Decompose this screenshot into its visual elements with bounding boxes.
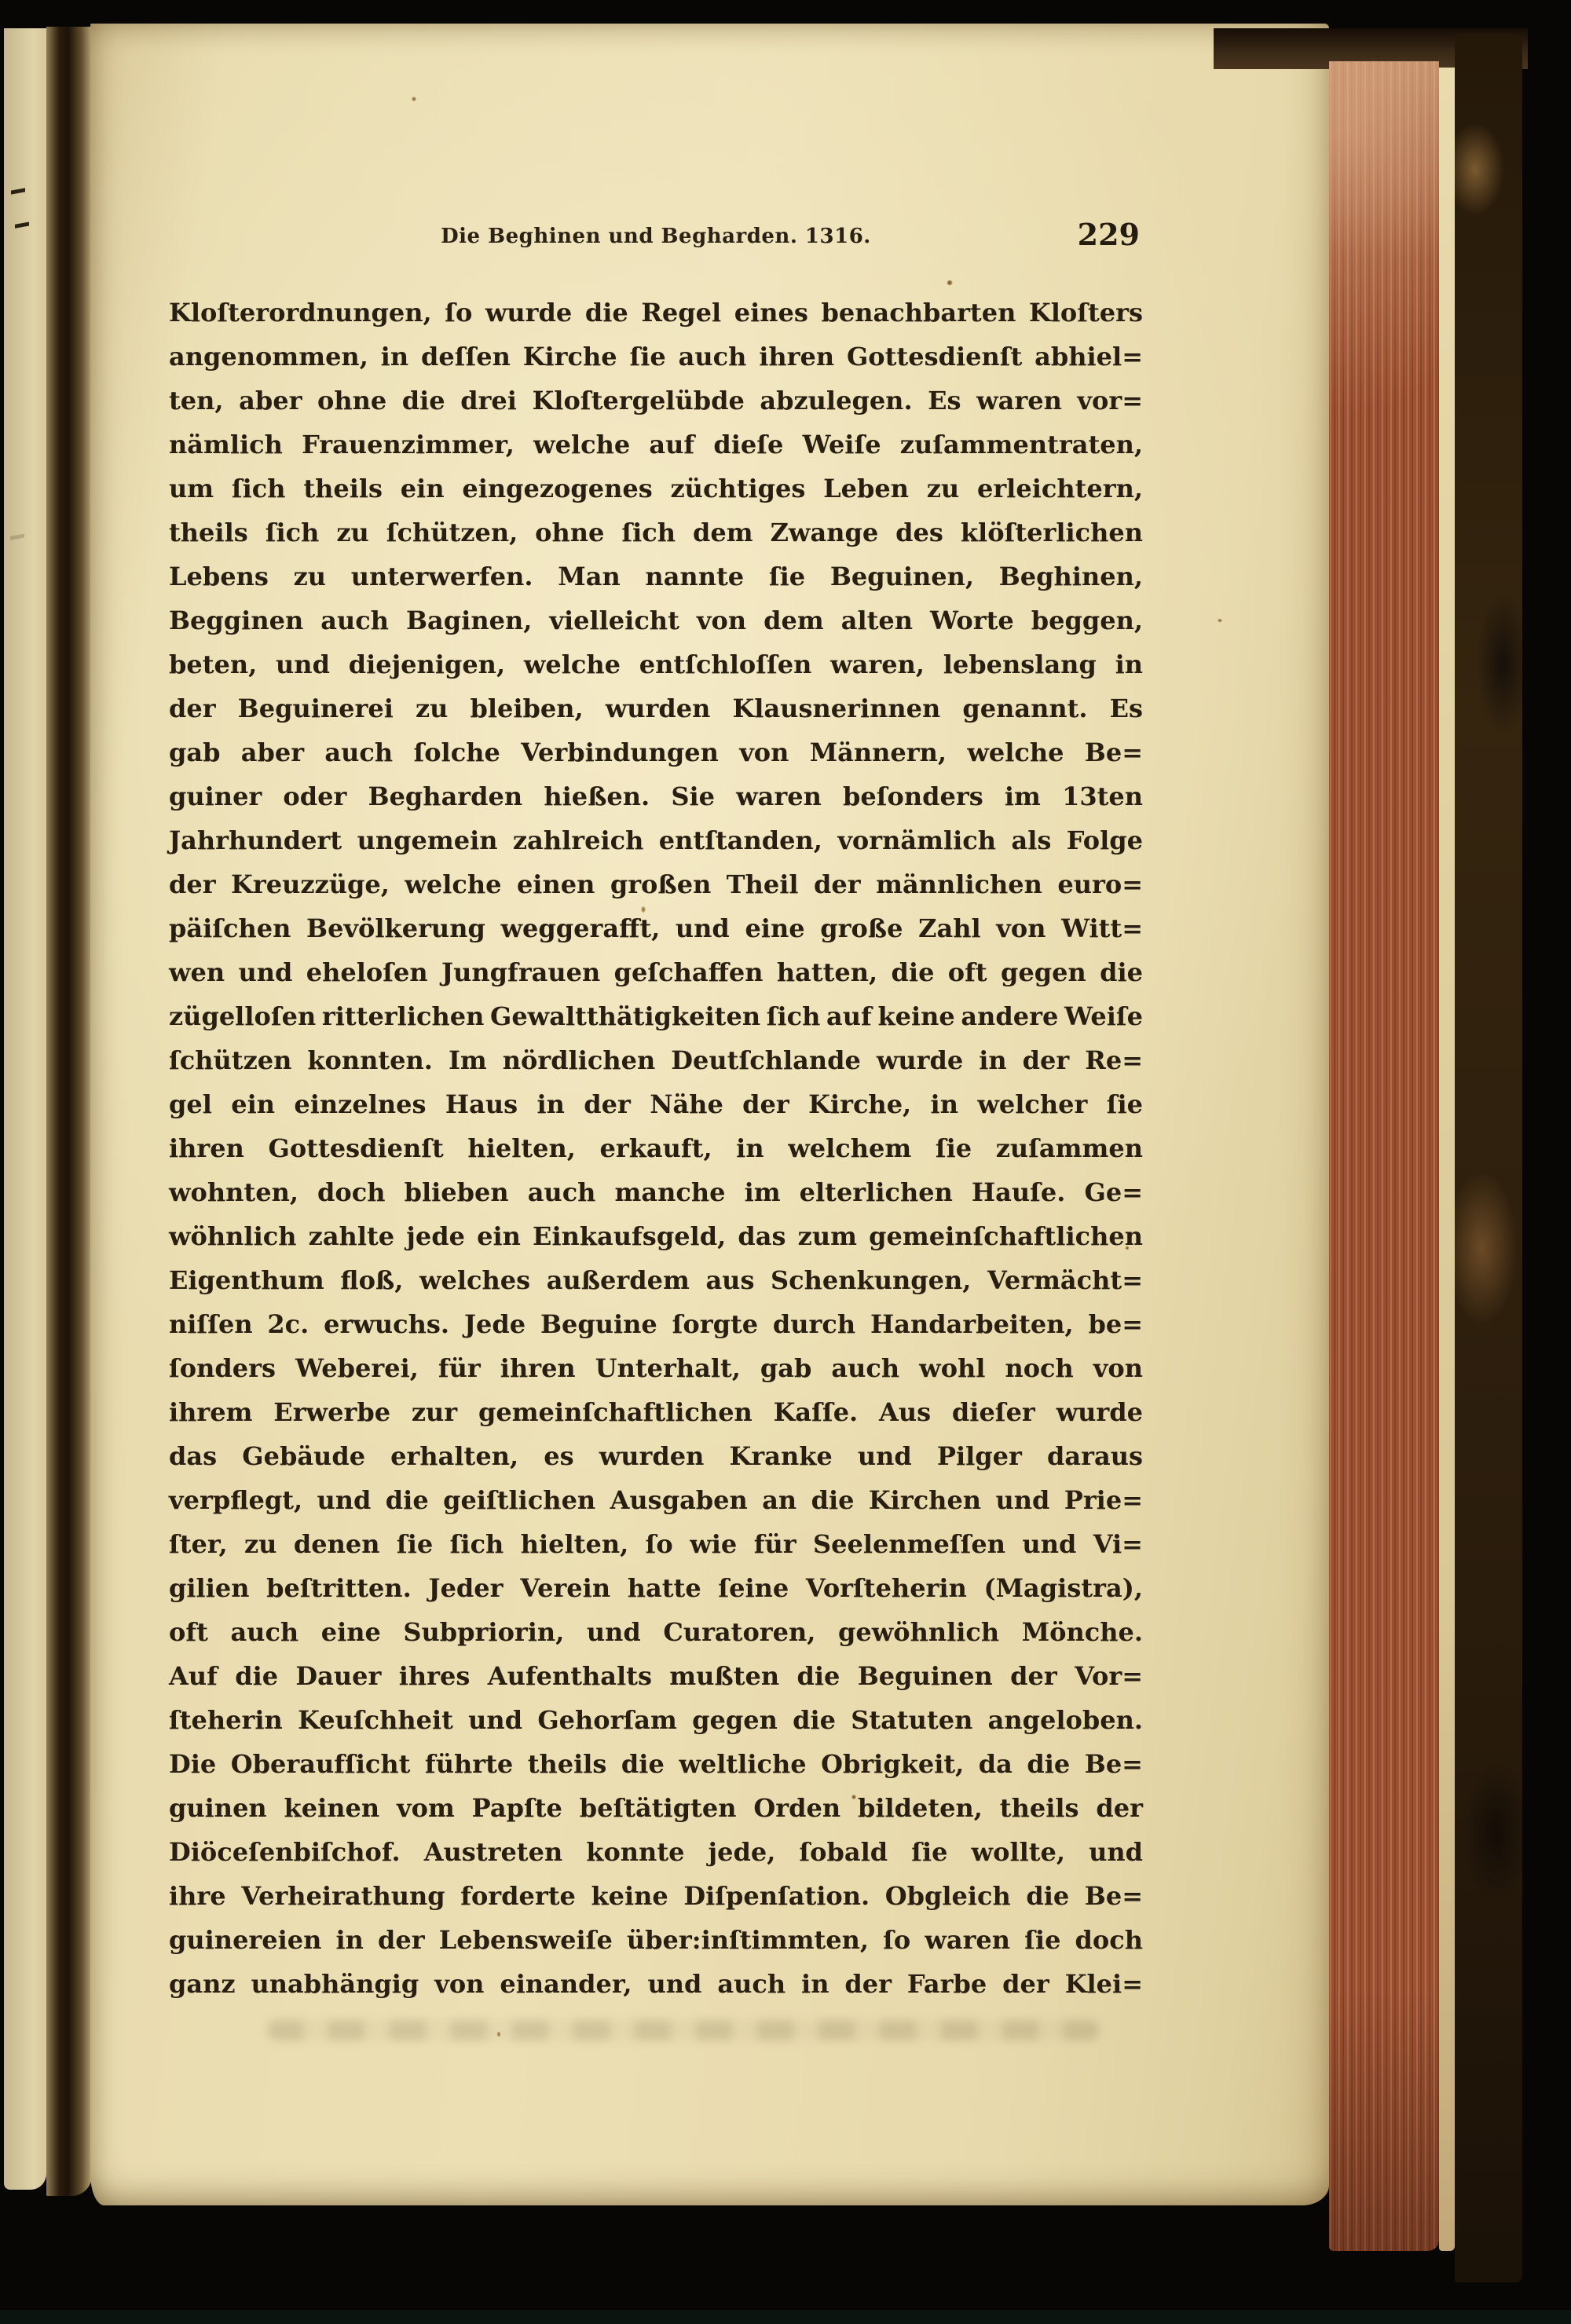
text-line: Auf die Dauer ihres Aufenthalts mußten die Beguinen der Vor=	[169, 1661, 1143, 1691]
text-line: Diöceſenbiſchof. Austreten konnte jede, ſobald ſie wollte, und	[169, 1837, 1143, 1867]
page-edge-marks	[11, 188, 25, 194]
text-line: ihre Verheirathung forderte keine Diſpenſation. Obgleich die Be=	[169, 1881, 1143, 1911]
gutter-shadow	[46, 27, 92, 2196]
text-line: der Beguinerei zu bleiben, wurden Klausnerinnen genannt. Es	[169, 694, 1143, 723]
text-line: Eigenthum floß, welches außerdem aus Schenkungen, Vermächt=	[169, 1265, 1143, 1295]
text-line: ihrem Erwerbe zur gemeinſchaftlichen Kaſſe. Aus dieſer wurde	[169, 1397, 1143, 1427]
show-through-text	[267, 2020, 1100, 2040]
text-line: das Gebäude erhalten, es wurden Kranke und Pilger daraus	[169, 1441, 1143, 1471]
text-line: beten, und diejenigen, welche entſchloſſen waren, lebenslang in	[169, 650, 1143, 679]
running-header	[169, 217, 1143, 261]
red-fore-edge	[1329, 61, 1439, 2251]
text-line: ſteherin Keuſchheit und Gehorſam gegen die Statuten angeloben.	[169, 1705, 1143, 1735]
text-line: Die Oberaufſicht führte theils die weltliche Obrigkeit, da die Be=	[169, 1749, 1143, 1779]
text-line: wen und eheloſen Jungfrauen geſchaffen hatten, die oft gegen die	[169, 957, 1143, 987]
text-line: gab aber auch ſolche Verbindungen von Männern, welche Be=	[169, 737, 1143, 767]
text-line: oft auch eine Subpriorin, und Curatoren, gewöhnlich Mönche.	[169, 1617, 1143, 1647]
text-line: Lebens zu unterwerfen. Man nannte ſie Beguinen, Beghinen,	[169, 562, 1143, 591]
running-header-title: Die Beghinen und Begharden. 1316.	[441, 225, 871, 248]
text-line: guinen keinen vom Papſte beſtätigten Orden bildeten, theils der	[169, 1793, 1143, 1823]
text-line: um ſich theils ein eingezogenes züchtiges Leben zu erleichtern,	[169, 474, 1143, 503]
text-line: niſſen 2c. erwuchs. Jede Beguine ſorgte durch Handarbeiten, be=	[169, 1309, 1143, 1339]
text-line: ſchützen konnten. Im nördlichen Deutſchlande wurde in der Re=	[169, 1045, 1143, 1075]
text-line: päiſchen Bevölkerung weggerafft, und eine große Zahl von Witt=	[169, 913, 1143, 943]
text-line: angenommen, in deſſen Kirche ſie auch ihren Gottesdienſt abhiel=	[169, 342, 1143, 371]
text-line: zügelloſen ritterlichen Gewaltthätigkeiten ſich auf keine andere Weiſe	[169, 1001, 1143, 1031]
book-cover-edge	[1455, 35, 1522, 2282]
text-line: guiner oder Begharden hießen. Sie waren beſonders im 13ten	[169, 781, 1143, 811]
body-text	[169, 291, 1143, 2006]
text-line: nämlich Frauenzimmer, welche auf dieſe Weiſe zuſammentraten,	[169, 430, 1143, 459]
text-line: theils ſich zu ſchützen, ohne ſich dem Zwange des klöſterlichen	[169, 518, 1143, 547]
text-line: guinereien in der Lebensweiſe über:inſtimmten, ſo waren ſie doch	[169, 1925, 1143, 1955]
book-page	[90, 24, 1329, 2205]
text-line: ſonders Weberei, für ihren Unterhalt, gab auch wohl noch von	[169, 1353, 1143, 1383]
text-line: der Kreuzzüge, welche einen großen Theil der männlichen euro=	[169, 869, 1143, 899]
text-line: ſter, zu denen ſie ſich hielten, ſo wie für Seelenmeſſen und Vi=	[169, 1529, 1143, 1559]
text-line: ten, aber ohne die drei Kloſtergelübde abzulegen. Es waren vor=	[169, 386, 1143, 415]
text-line: Begginen auch Baginen, vielleicht von dem alten Worte beggen,	[169, 606, 1143, 635]
text-line: wöhnlich zahlte jede ein Einkaufsgeld, das zum gemeinſchaftlichen	[169, 1221, 1143, 1251]
text-line: ihren Gottesdienſt hielten, erkauft, in welchem ſie zuſammen	[169, 1133, 1143, 1163]
text-line: verpflegt, und die geiſtlichen Ausgaben an die Kirchen und Prie=	[169, 1485, 1143, 1515]
text-line: ganz unabhängig von einander, und auch in der Farbe der Klei=	[169, 1969, 1143, 1999]
text-line: wohnten, doch blieben auch manche im elterlichen Hauſe. Ge=	[169, 1177, 1143, 1207]
scan-bed-strip	[0, 2310, 1571, 2324]
text-line: Kloſterordnungen, ſo wurde die Regel eines benachbarten Kloſters	[169, 298, 1143, 328]
page-edge-strip	[1439, 68, 1455, 2251]
page-number: 229	[1077, 217, 1140, 252]
text-line: gel ein einzelnes Haus in der Nähe der Kirche, in welcher ſie	[169, 1089, 1143, 1119]
text-line: Jahrhundert ungemein zahlreich entſtanden, vornämlich als Folge	[169, 825, 1143, 855]
opposite-page-edge	[4, 28, 46, 2190]
text-line: gilien beſtritten. Jeder Verein hatte ſeine Vorſteherin (Magistra),	[169, 1573, 1143, 1603]
